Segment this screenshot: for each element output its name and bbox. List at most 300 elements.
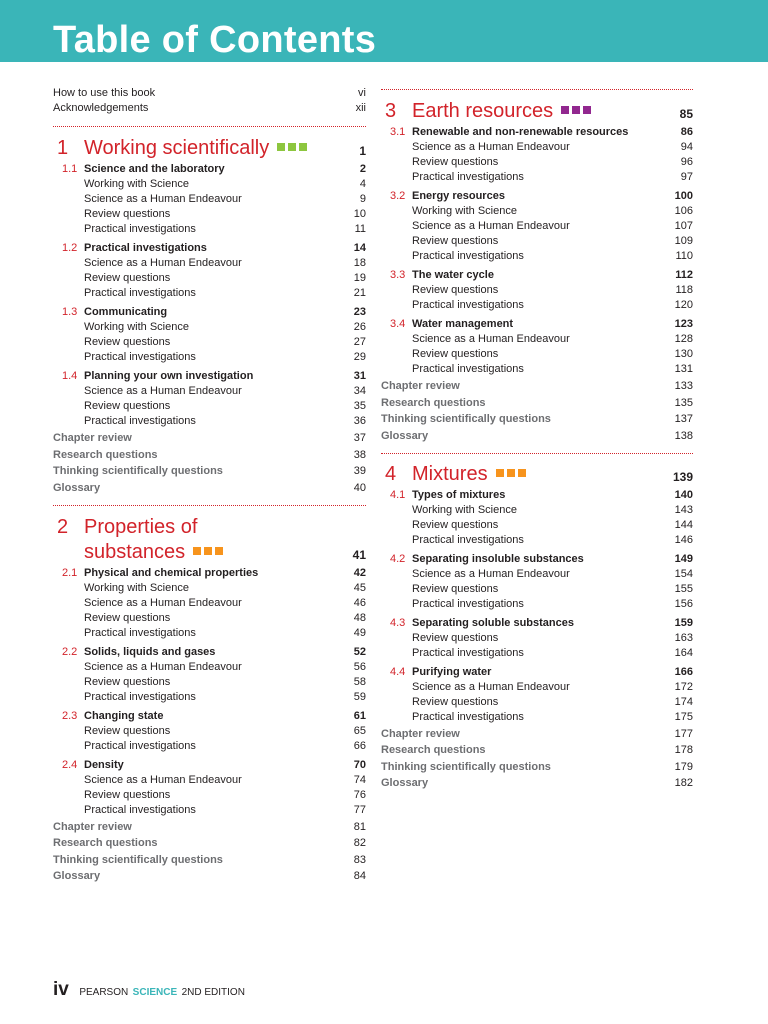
entry-page: 10 [353, 208, 366, 220]
entry-label: Chapter review [53, 820, 132, 833]
entry-page: 40 [353, 481, 366, 494]
entry-page: 46 [353, 596, 366, 609]
item-row[interactable] [381, 249, 693, 264]
item-row[interactable] [381, 204, 693, 219]
item-row[interactable] [381, 680, 693, 695]
entry-label: Practical investigations [412, 597, 524, 610]
page-title: Table of Contents [53, 19, 377, 61]
entry-page: 65 [353, 724, 366, 737]
item-row[interactable] [53, 350, 366, 365]
entry-label: Thinking scientifically questions [53, 465, 223, 477]
chapter-page: 85 [679, 107, 693, 121]
entry-label: Review questions [84, 788, 171, 801]
entry-label: Practical investigations [84, 287, 196, 299]
chapter-marker-square [583, 106, 591, 114]
item-row[interactable] [53, 192, 366, 207]
entry-page: 59 [353, 690, 366, 703]
end-matter-row[interactable] [381, 776, 693, 791]
entry-label: Review questions [412, 348, 499, 360]
chapter-page: 41 [352, 547, 366, 562]
entry-label: Chapter review [381, 380, 460, 392]
entry-page: 70 [353, 758, 366, 771]
entry-page: 178 [674, 744, 693, 756]
chapter-marker-square [204, 547, 212, 555]
entry-page: 35 [353, 400, 366, 412]
end-matter-row[interactable] [53, 820, 366, 835]
entry-page: 175 [674, 710, 693, 723]
section-number: 3.4 [390, 318, 406, 330]
entry-page: 177 [674, 727, 693, 740]
entry-page: 100 [674, 190, 693, 202]
chapter-marker-square [193, 547, 201, 555]
entry-label: Practical investigations [412, 299, 524, 311]
entry-label: Acknowledgements [53, 102, 149, 114]
entry-label: Practical investigations [412, 646, 524, 659]
entry-page: 138 [674, 429, 693, 442]
entry-page: 48 [353, 611, 366, 624]
entry-page: 130 [674, 348, 693, 360]
section-number: 4.3 [390, 616, 406, 629]
entry-label: Planning your own investigation [84, 370, 254, 382]
entry-page: 27 [353, 336, 366, 348]
entry-page: 42 [353, 566, 366, 579]
section-number: 4.4 [390, 665, 406, 678]
chapter-heading[interactable] [53, 514, 366, 565]
chapter-title: substances [84, 540, 186, 563]
entry-label: Review questions [412, 582, 499, 595]
entry-label: Research questions [53, 448, 158, 461]
section-row[interactable] [381, 268, 693, 283]
chapter-title-wrap [84, 539, 223, 565]
end-matter-row[interactable] [381, 727, 693, 742]
item-row[interactable] [381, 170, 693, 185]
dotted-divider [53, 505, 366, 506]
entry-page: xii [355, 102, 366, 114]
entry-label: Practical investigations [84, 626, 196, 639]
entry-label: Thinking scientifically questions [381, 760, 551, 773]
entry-page: 82 [353, 837, 366, 849]
entry-label: Review questions [412, 156, 499, 168]
entry-page: 81 [353, 820, 366, 833]
entry-label: Practical investigations [412, 710, 524, 723]
entry-page: 172 [674, 680, 693, 693]
item-row[interactable] [53, 207, 366, 222]
dotted-divider [53, 126, 366, 127]
section-number: 2.3 [62, 709, 78, 722]
section-number: 1.2 [62, 242, 78, 254]
section-row[interactable] [53, 566, 366, 581]
entry-page: 182 [674, 777, 693, 789]
chapter-number: 3 [385, 100, 397, 122]
item-row[interactable] [53, 581, 366, 596]
entry-page: 164 [674, 646, 693, 659]
entry-label: Solids, liquids and gases [84, 645, 216, 658]
section-row[interactable] [381, 616, 693, 631]
entry-page: 155 [674, 582, 693, 595]
entry-label: Glossary [53, 481, 101, 494]
chapter-marker-square [215, 547, 223, 555]
section-row[interactable] [53, 241, 366, 256]
chapter-marker-square [518, 469, 526, 477]
entry-page: 2 [359, 163, 366, 175]
entry-label: Science as a Human Endeavour [84, 385, 242, 397]
entry-label: Review questions [84, 611, 171, 624]
entry-label: Thinking scientifically questions [381, 413, 551, 425]
entry-label: Research questions [381, 744, 486, 756]
end-matter-row[interactable] [381, 760, 693, 775]
entry-label: Science as a Human Endeavour [412, 333, 570, 345]
entry-label: Research questions [381, 396, 486, 409]
chapter-heading-line [53, 135, 366, 161]
item-row[interactable] [53, 803, 366, 818]
entry-page: 135 [674, 396, 693, 409]
item-row[interactable] [381, 155, 693, 170]
entry-label: Review questions [412, 631, 499, 644]
entry-label: Glossary [381, 777, 429, 789]
entry-page: 146 [674, 533, 693, 546]
header-banner [0, 0, 768, 62]
item-row[interactable] [381, 503, 693, 518]
chapter-marker-square [561, 106, 569, 114]
entry-label: Science and the laboratory [84, 163, 225, 175]
entry-page: 133 [674, 380, 693, 392]
item-row[interactable] [53, 724, 366, 739]
entry-page: 97 [680, 171, 693, 183]
entry-page: 118 [675, 284, 693, 296]
entry-page: 18 [353, 257, 366, 269]
entry-label: Science as a Human Endeavour [84, 773, 242, 786]
item-row[interactable] [381, 219, 693, 234]
page-footer [53, 979, 245, 1001]
entry-page: 123 [674, 318, 693, 330]
section-row[interactable] [381, 125, 693, 140]
item-row[interactable] [53, 739, 366, 754]
toc-column-right [381, 86, 693, 791]
entry-page: 140 [674, 488, 693, 501]
section-number: 3.1 [390, 126, 406, 138]
entry-page: 26 [353, 321, 366, 333]
entry-label: Practical investigations [412, 363, 524, 375]
entry-label: Science as a Human Endeavour [84, 257, 242, 269]
section-row[interactable] [381, 665, 693, 680]
entry-label: Science as a Human Endeavour [412, 680, 570, 693]
item-row[interactable] [381, 362, 693, 377]
item-row[interactable] [53, 286, 366, 301]
section-row[interactable] [381, 552, 693, 567]
entry-label: Review questions [84, 400, 171, 412]
section-number: 4.1 [390, 488, 406, 501]
chapter-marker-square [288, 143, 296, 151]
entry-label: Thinking scientifically questions [53, 853, 223, 866]
item-row[interactable] [53, 788, 366, 803]
entry-label: The water cycle [412, 269, 494, 281]
entry-page: 74 [353, 773, 366, 786]
publisher-name: PEARSON [79, 987, 129, 998]
front-matter-row[interactable] [53, 86, 366, 101]
chapter-heading[interactable] [381, 461, 693, 487]
entry-label: Communicating [84, 306, 168, 318]
entry-page: 34 [353, 385, 366, 397]
entry-page: 77 [353, 803, 366, 816]
front-matter-row[interactable] [53, 101, 366, 116]
entry-page: 128 [674, 333, 693, 345]
section-row[interactable] [53, 305, 366, 320]
entry-label: Practical investigations [412, 171, 524, 183]
end-matter-row[interactable] [381, 743, 693, 758]
entry-label: Separating soluble substances [412, 616, 574, 629]
section-row[interactable] [53, 369, 366, 384]
entry-label: Review questions [84, 208, 171, 220]
section-row[interactable] [53, 758, 366, 773]
entry-page: 106 [674, 205, 693, 217]
entry-label: Review questions [84, 724, 171, 737]
entry-page: 45 [353, 581, 366, 594]
chapter-marker-square [299, 143, 307, 151]
entry-label: Practical investigations [84, 351, 196, 363]
item-row[interactable] [53, 414, 366, 429]
entry-label: Practical investigations [412, 533, 524, 546]
entry-label: Working with Science [84, 581, 189, 594]
section-row[interactable] [53, 162, 366, 177]
section-number: 4.2 [390, 552, 406, 565]
item-row[interactable] [53, 177, 366, 192]
item-row[interactable] [381, 140, 693, 155]
entry-page: 4 [359, 178, 366, 190]
section-row[interactable] [381, 317, 693, 332]
item-row[interactable] [53, 256, 366, 271]
entry-page: 159 [674, 616, 693, 629]
chapter-heading-line [53, 514, 366, 540]
section-number: 2.1 [62, 566, 78, 579]
entry-label: Review questions [84, 336, 171, 348]
item-row[interactable] [381, 234, 693, 249]
entry-page: 19 [353, 272, 366, 284]
entry-page: 110 [675, 250, 693, 262]
entry-label: Science as a Human Endeavour [412, 141, 570, 153]
entry-label: Research questions [53, 837, 158, 849]
item-row[interactable] [53, 773, 366, 788]
dotted-divider [381, 89, 693, 90]
entry-page: 156 [674, 597, 693, 610]
item-row[interactable] [53, 596, 366, 611]
entry-label: Working with Science [412, 503, 517, 516]
entry-page: 163 [674, 631, 693, 644]
entry-label: Review questions [412, 284, 499, 296]
entry-label: Practical investigations [412, 250, 524, 262]
end-matter-row[interactable] [53, 431, 366, 446]
chapter-heading-line [381, 461, 693, 487]
entry-page: 120 [674, 299, 693, 311]
section-number: 1.3 [62, 306, 78, 318]
entry-page: 179 [674, 760, 693, 773]
entry-label: Working with Science [412, 205, 517, 217]
entry-label: Practical investigations [84, 242, 207, 254]
entry-label: Practical investigations [84, 223, 196, 235]
entry-label: Review questions [412, 235, 499, 247]
item-row[interactable] [53, 611, 366, 626]
chapter-number: 1 [57, 137, 69, 159]
entry-page: 38 [353, 448, 366, 461]
entry-page: 131 [674, 363, 693, 375]
end-matter-row[interactable] [381, 412, 693, 427]
chapter-number: 4 [385, 462, 397, 485]
item-row[interactable] [53, 660, 366, 675]
chapter-marker-square [277, 143, 285, 151]
item-row[interactable] [381, 518, 693, 533]
end-matter-row[interactable] [381, 396, 693, 411]
end-matter-row[interactable] [53, 464, 366, 479]
item-row[interactable] [381, 298, 693, 313]
entry-label: Science as a Human Endeavour [84, 193, 242, 205]
entry-page: 137 [674, 413, 693, 425]
end-matter-row[interactable] [381, 429, 693, 444]
entry-label: Review questions [412, 518, 499, 531]
entry-label: Chapter review [53, 432, 132, 444]
chapter-title-line1: Properties of [84, 515, 198, 538]
entry-label: Science as a Human Endeavour [84, 660, 242, 673]
entry-label: Separating insoluble substances [412, 552, 584, 565]
entry-page: 36 [353, 415, 366, 427]
entry-page: 31 [353, 370, 366, 382]
item-row[interactable] [53, 399, 366, 414]
entry-page: 29 [353, 351, 366, 363]
entry-label: Changing state [84, 709, 164, 722]
entry-page: 56 [353, 660, 366, 673]
entry-label: Chapter review [381, 727, 460, 740]
entry-page: 76 [353, 788, 366, 801]
item-row[interactable] [381, 597, 693, 612]
item-row[interactable] [381, 582, 693, 597]
item-row[interactable] [53, 384, 366, 399]
entry-page: 112 [675, 269, 693, 281]
chapter-marker-square [572, 106, 580, 114]
entry-label: Practical investigations [84, 803, 196, 816]
item-row[interactable] [53, 271, 366, 286]
entry-page: 109 [674, 235, 693, 247]
entry-page: 86 [680, 126, 693, 138]
entry-label: Working with Science [84, 321, 189, 333]
entry-page: 14 [353, 242, 366, 254]
entry-label: Review questions [84, 272, 171, 284]
section-number: 3.2 [390, 190, 406, 202]
chapter-number: 2 [57, 515, 69, 538]
chapter-marker-square [507, 469, 515, 477]
entry-label: Science as a Human Endeavour [412, 567, 570, 580]
chapter-page: 1 [359, 144, 366, 158]
entry-page: 83 [353, 853, 366, 866]
entry-page: 66 [353, 739, 366, 752]
entry-label: Physical and chemical properties [84, 566, 259, 579]
dotted-divider [381, 453, 693, 454]
item-row[interactable] [53, 675, 366, 690]
entry-label: Types of mixtures [412, 488, 506, 501]
entry-page: 37 [353, 432, 366, 444]
end-matter-row[interactable] [53, 836, 366, 851]
entry-label: Practical investigations [84, 690, 196, 703]
item-row[interactable] [381, 347, 693, 362]
entry-label: Practical investigations [84, 415, 196, 427]
entry-label: Science as a Human Endeavour [412, 220, 570, 232]
entry-label: Density [84, 758, 124, 771]
entry-label: Review questions [84, 675, 171, 688]
item-row[interactable] [53, 222, 366, 237]
item-row[interactable] [53, 335, 366, 350]
section-row[interactable] [381, 488, 693, 503]
section-row[interactable] [381, 189, 693, 204]
entry-label: Renewable and non-renewable resources [412, 126, 629, 138]
chapter-heading[interactable] [53, 135, 366, 161]
section-number: 1.1 [62, 163, 78, 175]
item-row[interactable] [381, 533, 693, 548]
chapter-marker-square [496, 469, 504, 477]
chapter-title-wrap [84, 135, 307, 161]
section-row[interactable] [53, 645, 366, 660]
entry-label: Review questions [412, 695, 499, 708]
item-row[interactable] [381, 631, 693, 646]
entry-page: 58 [353, 675, 366, 688]
item-row[interactable] [381, 695, 693, 710]
item-row[interactable] [53, 320, 366, 335]
entry-label: Energy resources [412, 190, 505, 202]
end-matter-row[interactable] [53, 869, 366, 884]
entry-label: Working with Science [84, 178, 189, 190]
item-row[interactable] [53, 690, 366, 705]
entry-label: Practical investigations [84, 739, 196, 752]
entry-page: 149 [674, 552, 693, 565]
end-matter-row[interactable] [53, 448, 366, 463]
entry-label: Water management [412, 318, 514, 330]
entry-page: 174 [674, 695, 693, 708]
item-row[interactable] [381, 710, 693, 725]
section-number: 2.2 [62, 645, 78, 658]
page-number: iv [53, 979, 69, 1000]
chapter-heading-line [53, 539, 366, 565]
entry-page: 84 [353, 870, 366, 882]
chapter-title: Working scientifically [84, 137, 270, 159]
series-name: SCIENCE [132, 987, 178, 998]
item-row[interactable] [381, 332, 693, 347]
chapter-page: 139 [672, 469, 693, 484]
edition-label: 2ND EDITION [181, 987, 245, 998]
toc-column-left [53, 86, 366, 884]
section-number: 1.4 [62, 370, 78, 382]
entry-page: 9 [359, 193, 366, 205]
chapter-title: Earth resources [412, 100, 554, 122]
item-row[interactable] [381, 646, 693, 661]
entry-label: Glossary [53, 870, 101, 882]
end-matter-row[interactable] [53, 481, 366, 496]
chapter-heading[interactable] [381, 98, 693, 124]
entry-page: 11 [354, 223, 366, 235]
section-row[interactable] [53, 709, 366, 724]
end-matter-row[interactable] [53, 853, 366, 868]
item-row[interactable] [381, 283, 693, 298]
entry-page: 39 [353, 465, 366, 477]
item-row[interactable] [381, 567, 693, 582]
chapter-title-wrap [412, 461, 526, 487]
entry-label: How to use this book [53, 87, 156, 99]
entry-page: 94 [680, 141, 693, 153]
entry-page: 107 [674, 220, 693, 232]
entry-page: 49 [353, 626, 366, 639]
entry-page: 96 [680, 156, 693, 168]
section-number: 2.4 [62, 758, 78, 771]
entry-label: Glossary [381, 429, 429, 442]
end-matter-row[interactable] [381, 379, 693, 394]
item-row[interactable] [53, 626, 366, 641]
entry-label: Science as a Human Endeavour [84, 596, 242, 609]
entry-page: 52 [353, 645, 366, 658]
